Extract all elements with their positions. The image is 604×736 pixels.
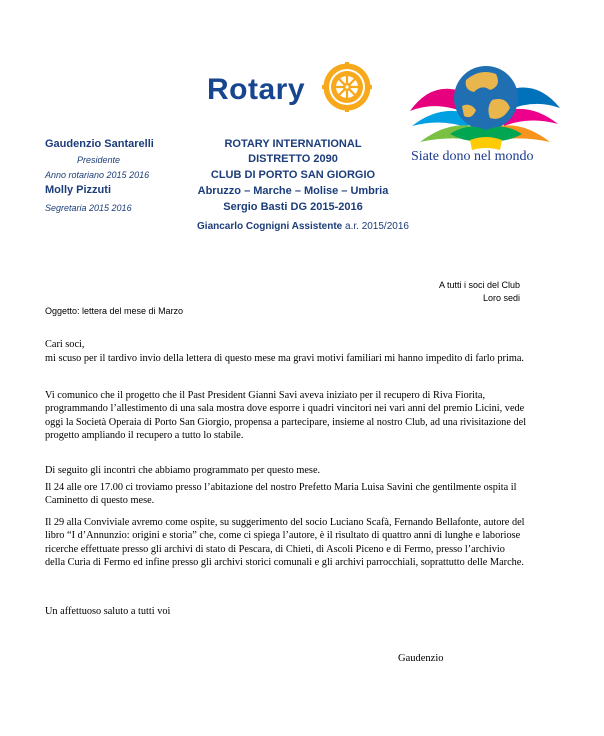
letter-greeting: Cari soci, <box>45 339 85 350</box>
letter-paragraph-4: Il 24 alle ore 17.00 ci troviamo presso l’abitazione del nostro Prefetto Maria Luisa Savini che gentilmente ospita il Caminetto di questo mese. <box>45 482 517 507</box>
theme-motto: Siate dono nel mondo <box>411 149 534 164</box>
president-year: Anno rotariano 2015 2016 <box>45 170 150 180</box>
letter-subject: Oggetto: lettera del mese di Marzo <box>45 306 184 316</box>
club-header-line-4: Abruzzo – Marche – Molise – Umbria <box>197 185 389 197</box>
letter-paragraph-3: Di seguito gli incontri che abbiamo programmato per questo mese. <box>45 465 321 476</box>
assistant-governor <box>150 221 456 232</box>
assistant-year: a.r. 2015/2016 <box>342 221 409 232</box>
addressee-line-2: Loro sedi <box>482 293 520 303</box>
rotary-wheel-icon <box>322 62 372 112</box>
letter-signature: Gaudenzio <box>398 653 444 664</box>
assistant-name: Giancarlo Cognigni Assistente <box>197 221 343 232</box>
president-name: Gaudenzio Santarelli <box>45 138 154 150</box>
addressee-line-1: A tutti i soci del Club <box>438 280 520 290</box>
letter-paragraph-5: Il 29 alla Conviviale avremo come ospite, su suggerimento del socio Luciano Scafà, Fernando Bellafonte, autore del libro “I d’Annunzio: origini e storia” che, come ci spiega l’autore, è il risultato di quattro anni di lunghe e laboriose ricerche effettuate presso gli archivi di stato di Pescara, di Chieti, di Ascoli Piceno e di Fermo, presso l’archivio della Curia di Fermo ed infine presso gli archivi storici comunali e gli archivi parrocchiali, soprattutto delle Marche. <box>45 517 525 568</box>
letter-paragraph-1: mi scuso per il tardivo invio della lettera di questo mese ma gravi motivi familiari mi hanno impedito di farlo prima. <box>45 353 524 364</box>
rotary-wordmark: Rotary <box>207 73 306 106</box>
club-header-line-1: ROTARY INTERNATIONAL <box>224 138 362 150</box>
president-role: Presidente <box>77 155 121 165</box>
secretary-name: Molly Pizzuti <box>45 184 111 196</box>
letter-paragraph-2: Vi comunico che il progetto che il Past President Gianni Savi aveva iniziato per il recupero di Riva Fiorita, programmando l’allestimento di una sala mostra dove esporre i quadri vincitori nei vari anni del premio Licini, vede oggi la Società Operaia di Porto San Giorgio, propensa a partecipare, insieme al nostro Club, ad una rivisitazione del progetto ampliando il recupero a tutto lo stabile. <box>45 390 527 441</box>
secretary-role: Segretaria 2015 2016 <box>45 203 132 213</box>
club-header-line-2: DISTRETTO 2090 <box>248 153 338 165</box>
letter-closing: Un affettuoso saluto a tutti voi <box>45 606 171 617</box>
club-header-line-5: Sergio Basti DG 2015-2016 <box>223 201 363 213</box>
theme-globe-logo <box>410 56 560 156</box>
club-header-line-3: CLUB DI PORTO SAN GIORGIO <box>210 169 376 181</box>
